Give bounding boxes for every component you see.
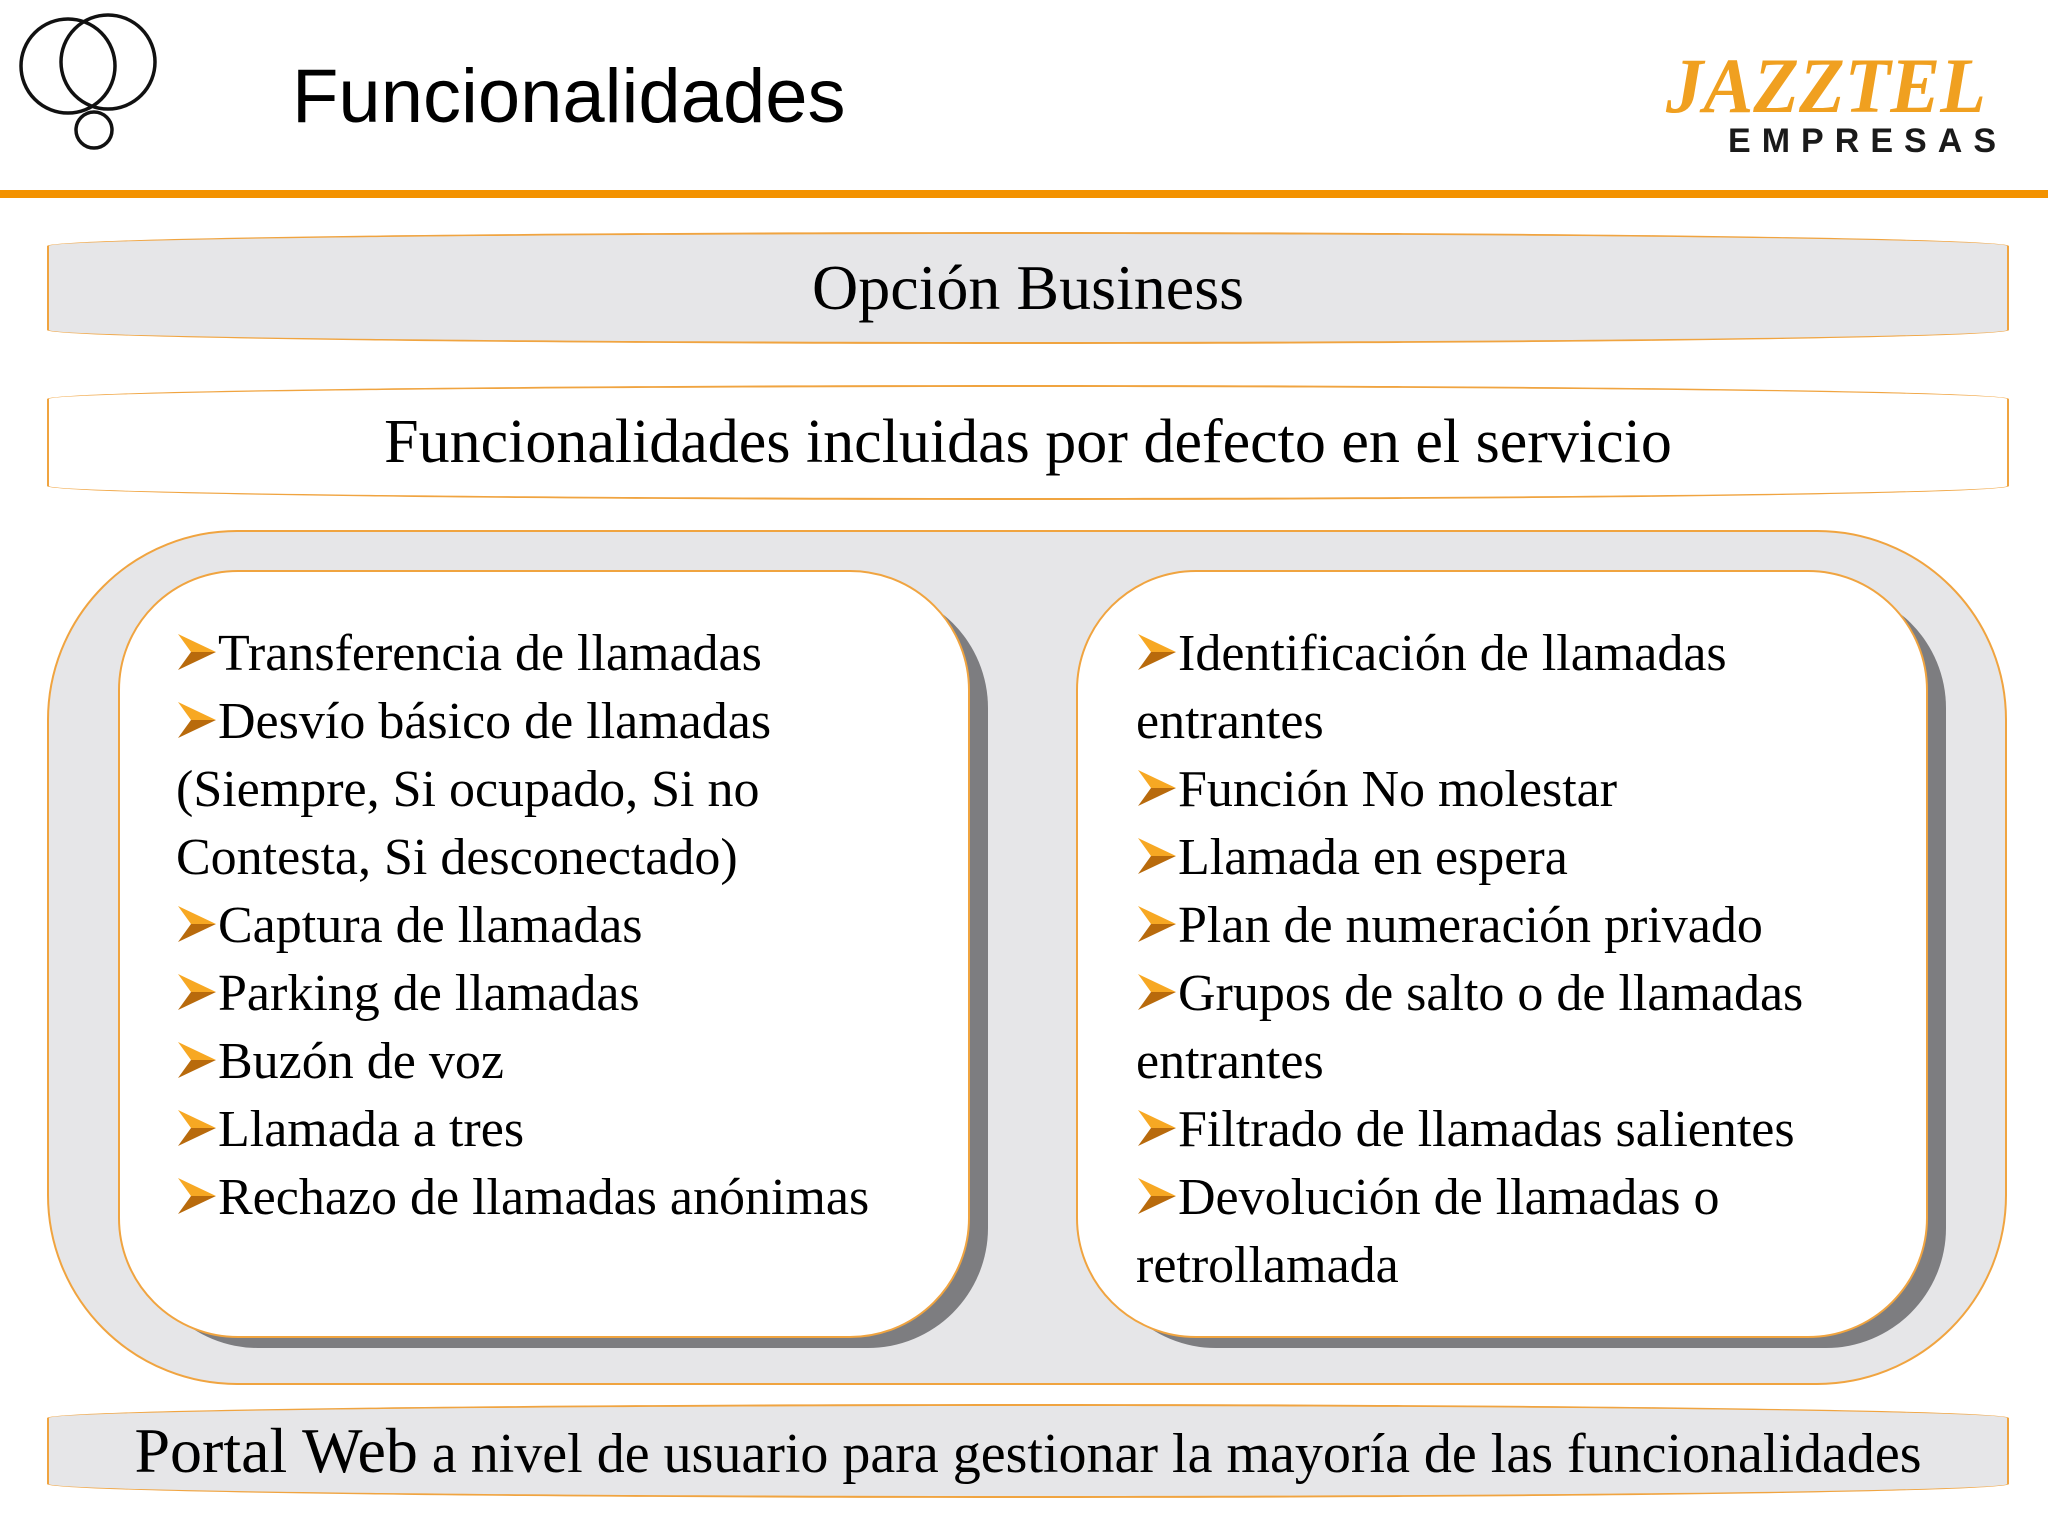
feature-item (1136, 620, 1886, 756)
feature-text: Parking de llamadas (218, 965, 640, 1022)
arrow-bullet-icon (176, 700, 218, 740)
arrow-bullet-icon (176, 972, 218, 1012)
feature-item (176, 892, 928, 960)
feature-item (1136, 960, 1886, 1096)
arrow-bullet-icon (1136, 972, 1178, 1012)
feature-text: Función No molestar (1178, 761, 1618, 818)
arrow-bullet-icon (1136, 1108, 1178, 1148)
arrow-bullet-icon (1136, 768, 1178, 808)
option-label: Opción Business (812, 252, 1244, 323)
arrow-bullet-icon (176, 1108, 218, 1148)
arrow-bullet-icon (1136, 632, 1178, 672)
portal-description: a nivel de usuario para gestionar la mayoría de las funcionalidades (417, 1423, 1922, 1485)
portal-band (47, 1404, 2009, 1498)
features-card-right (1076, 570, 1928, 1338)
feature-text: Buzón de voz (218, 1033, 504, 1090)
feature-text: Llamada a tres (218, 1101, 525, 1158)
arrow-bullet-icon (1136, 836, 1178, 876)
features-list-left (176, 620, 928, 1232)
feature-item (176, 688, 928, 892)
feature-text: Llamada en espera (1178, 829, 1568, 886)
feature-item (176, 1096, 928, 1164)
feature-item (1136, 892, 1886, 960)
brand-sub: EMPRESAS (1728, 122, 1996, 160)
rings-logo-icon (10, 8, 160, 153)
feature-text: Grupos de salto o de llamadas entrantes (1136, 965, 1804, 1090)
header-divider (0, 190, 2048, 198)
feature-item (1136, 1164, 1886, 1300)
arrow-bullet-icon (176, 904, 218, 944)
feature-item (176, 620, 928, 688)
arrow-bullet-icon (1136, 1176, 1178, 1216)
feature-text: Transferencia de llamadas (218, 625, 762, 682)
feature-text: Plan de numeración privado (1178, 897, 1763, 954)
feature-text: Captura de llamadas (218, 897, 643, 954)
feature-text: Desvío básico de llamadas (Siempre, Si ocupado, Si no Contesta, Si desconectado) (176, 693, 772, 886)
feature-item (1136, 1096, 1886, 1164)
feature-text: Rechazo de llamadas anónimas (218, 1169, 870, 1226)
features-list-right (1136, 620, 1886, 1300)
feature-item (1136, 824, 1886, 892)
arrow-bullet-icon (1136, 904, 1178, 944)
feature-item (176, 1164, 928, 1232)
feature-item (176, 1028, 928, 1096)
option-band (47, 232, 2009, 344)
default-features-band (47, 385, 2009, 500)
default-features-label: Funcionalidades incluidas por defecto en el servicio (384, 408, 1672, 476)
feature-item (1136, 756, 1886, 824)
brand-logo (1660, 30, 2005, 160)
portal-web-label: Portal Web (134, 1415, 418, 1486)
feature-text: Devolución de llamadas o retrollamada (1136, 1169, 1720, 1294)
arrow-bullet-icon (176, 1176, 218, 1216)
arrow-bullet-icon (176, 632, 218, 672)
arrow-bullet-icon (176, 1040, 218, 1080)
brand-name: JAZZTEL (1665, 42, 1986, 129)
feature-text: Identificación de llamadas entrantes (1136, 625, 1727, 750)
features-card-left (118, 570, 970, 1338)
feature-item (176, 960, 928, 1028)
page-title: Funcionalidades (292, 54, 846, 139)
feature-text: Filtrado de llamadas salientes (1178, 1101, 1795, 1158)
